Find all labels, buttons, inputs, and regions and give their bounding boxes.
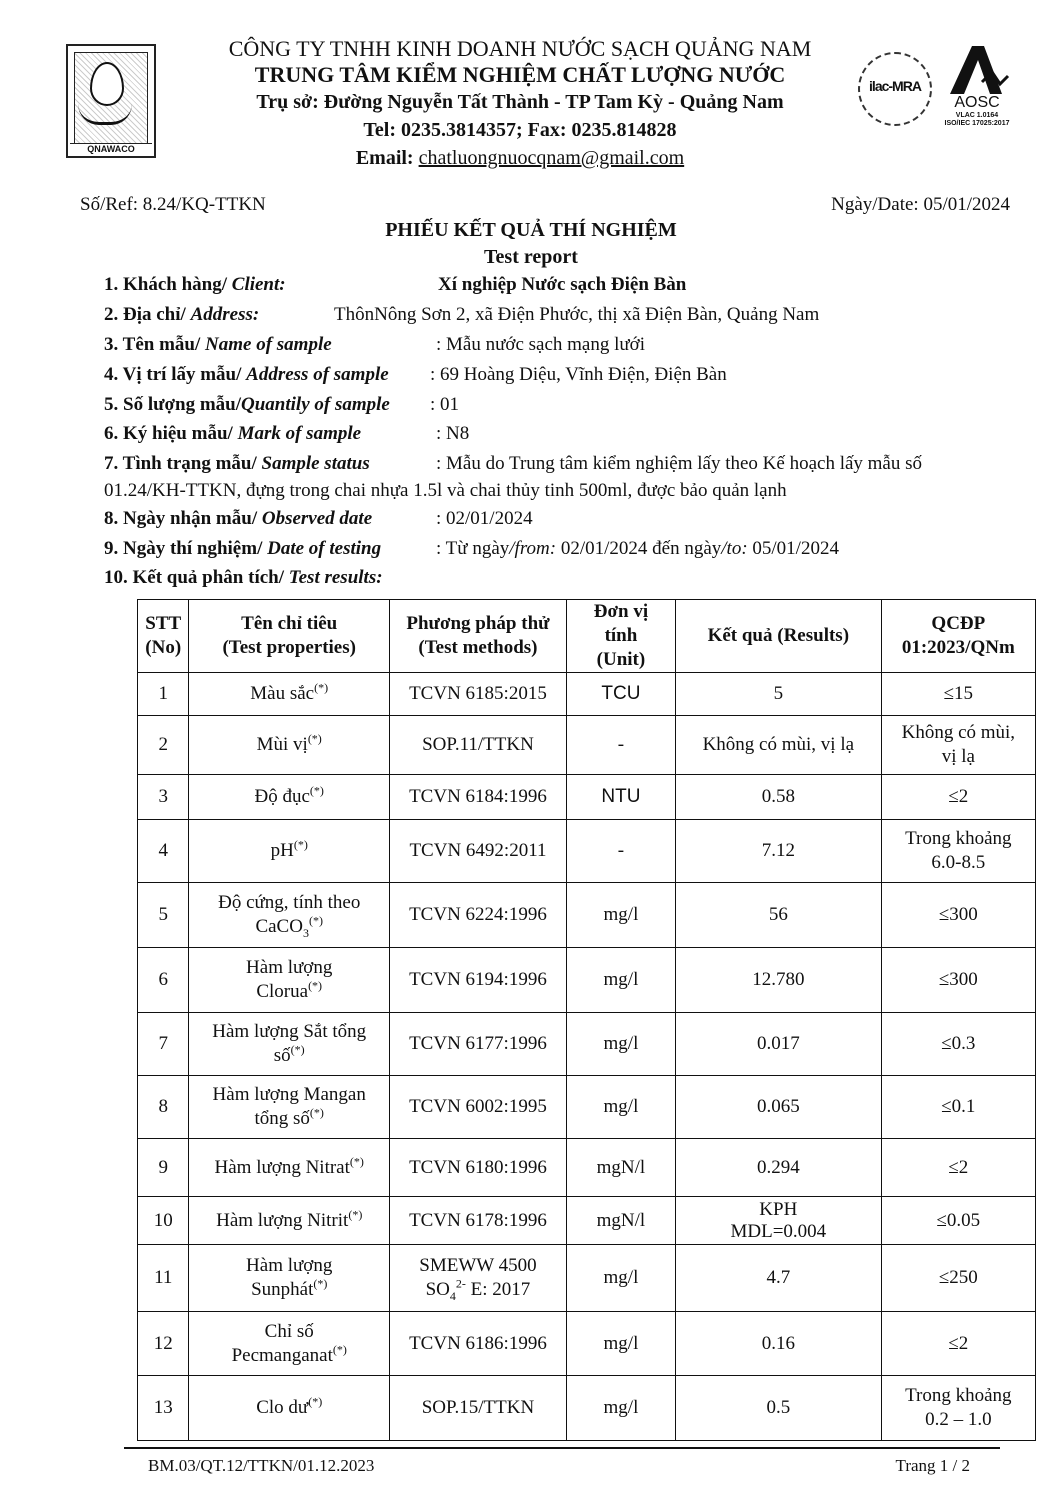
cell-property: Độ cứng, tính theo CaCO$_3$(*)	[189, 883, 390, 948]
cell-no: 12	[138, 1312, 189, 1376]
cell-method: TCVN 6185:2015	[390, 673, 567, 716]
cell-no: 7	[138, 1013, 189, 1076]
info-sample-name	[104, 334, 646, 356]
cell-property: Clo dư(*)	[189, 1376, 390, 1441]
water-drop-icon	[90, 62, 124, 106]
info-quantity-value: : 01	[430, 394, 460, 415]
cell-standard: ≤300	[881, 948, 1035, 1013]
info-quantity-label: 5. Số lượng mẫu/Quantily of sample	[104, 394, 390, 415]
company-logo	[66, 44, 156, 158]
company-email	[160, 144, 880, 172]
info-address-label: 2. Địa chỉ/ Address:	[104, 304, 260, 325]
cell-standard: ≤15	[881, 673, 1035, 716]
cell-unit: NTU	[566, 775, 675, 820]
table-header-row	[138, 600, 1036, 673]
cell-no: 5	[138, 883, 189, 948]
info-sample-location	[104, 364, 727, 386]
aosc-logo	[932, 42, 1022, 138]
cell-method: TCVN 6186:1996	[390, 1312, 567, 1376]
info-quantity	[104, 394, 460, 416]
cell-result: 0.5	[675, 1376, 881, 1441]
info-address-value: ThônNông Sơn 2, xã Điện Phước, thị xã Điện Bàn, Quảng Nam	[334, 304, 820, 325]
cell-unit: TCU	[566, 673, 675, 716]
cell-standard: ≤2	[881, 1312, 1035, 1376]
cell-result: Không có mùi, vị lạ	[675, 716, 881, 775]
logo-caption: QNAWACO	[70, 143, 152, 154]
cell-property: Chỉ số Pecmanganat(*)	[189, 1312, 390, 1376]
table-row	[138, 1197, 1036, 1245]
info-address	[104, 304, 820, 326]
cell-result: 0.58	[675, 775, 881, 820]
info-mark	[104, 423, 470, 445]
cell-method: TCVN 6492:2011	[390, 820, 567, 883]
table-row	[138, 820, 1036, 883]
cell-unit: mg/l	[566, 1376, 675, 1441]
cell-no: 13	[138, 1376, 189, 1441]
cell-no: 11	[138, 1245, 189, 1312]
cell-standard: ≤2	[881, 1139, 1035, 1197]
table-row	[138, 716, 1036, 775]
info-sample-name-value: : Mẫu nước sạch mạng lưới	[436, 334, 646, 355]
cell-unit: mgN/l	[566, 1197, 675, 1245]
info-status-label: 7. Tình trạng mẫu/ Sample status	[104, 453, 370, 474]
results-table	[137, 599, 1036, 1441]
table-row	[138, 673, 1036, 716]
page-number: Trang 1 / 2	[895, 1456, 970, 1475]
cell-property: Màu sắc(*)	[189, 673, 390, 716]
cell-standard: ≤2	[881, 775, 1035, 820]
cell-no: 4	[138, 820, 189, 883]
company-address: Trụ sở: Đường Nguyễn Tất Thành - TP Tam Kỳ - Quảng Nam	[256, 91, 784, 113]
table-row	[138, 1013, 1036, 1076]
cell-method: TCVN 6194:1996	[390, 948, 567, 1013]
info-client-label: 1. Khách hàng/ Client:	[104, 274, 286, 295]
cell-unit: mg/l	[566, 883, 675, 948]
cell-standard: Trong khoảng 6.0-8.5	[881, 820, 1035, 883]
table-row	[138, 1139, 1036, 1197]
aosc-mark-icon	[942, 42, 1012, 98]
info-results-label: 10. Kết quả phân tích/ Test results:	[104, 567, 383, 588]
cell-unit: -	[566, 716, 675, 775]
header-standard: QCĐP 01:2023/QNm	[881, 600, 1035, 673]
cell-result: 7.12	[675, 820, 881, 883]
cell-method: TCVN 6224:1996	[390, 883, 567, 948]
cell-method: TCVN 6178:1996	[390, 1197, 567, 1245]
table-row	[138, 1076, 1036, 1139]
reference-number: Số/Ref: 8.24/KQ-TTKN	[80, 194, 266, 215]
aosc-name: AOSC	[954, 94, 1000, 111]
info-received-label: 8. Ngày nhận mẫu/ Observed date	[104, 508, 373, 529]
cell-unit: mg/l	[566, 1013, 675, 1076]
email-label: Email:	[355, 147, 419, 169]
company-phone: Tel: 0235.3814357; Fax: 0235.814828	[363, 119, 677, 141]
info-status-continued: 01.24/KH-TTKN, đựng trong chai nhựa 1.5l và chai thủy tinh 500ml, được bảo quản lạnh	[104, 480, 787, 501]
info-mark-label: 6. Ký hiệu mẫu/ Mark of sample	[104, 423, 362, 444]
cell-no: 1	[138, 673, 189, 716]
cell-property: Hàm lượng Clorua(*)	[189, 948, 390, 1013]
ilac-mra-logo	[858, 52, 932, 126]
cell-method: TCVN 6002:1995	[390, 1076, 567, 1139]
aosc-sub1: VLAC 1.0164	[955, 112, 999, 119]
info-testing-label: 9. Ngày thí nghiệm/ Date of testing	[104, 538, 382, 559]
cell-unit: mg/l	[566, 1245, 675, 1312]
info-testing-value: : Từ ngày/from: 02/01/2024 đến ngày/to: 05/01/2024	[436, 538, 839, 559]
cell-property: Hàm lượng Nitrit(*)	[189, 1197, 390, 1245]
company-name: CÔNG TY TNHH KINH DOANH NƯỚC SẠCH QUẢNG NAM	[228, 36, 812, 61]
email-link[interactable]: chatluongnuocqnam@gmail.com	[418, 147, 685, 169]
letterhead	[160, 36, 880, 172]
cell-property: Độ đục(*)	[189, 775, 390, 820]
cell-no: 9	[138, 1139, 189, 1197]
cell-standard: Không có mùi, vị lạ	[881, 716, 1035, 775]
info-status	[104, 453, 923, 475]
table-row	[138, 1245, 1036, 1312]
info-client-value: Xí nghiệp Nước sạch Điện Bàn	[438, 274, 687, 295]
cell-result: 0.065	[675, 1076, 881, 1139]
cell-method: SOP.11/TTKN	[390, 716, 567, 775]
report-title: PHIẾU KẾT QUẢ THÍ NGHIỆM	[385, 219, 677, 241]
header-result: Kết quả (Results)	[675, 600, 881, 673]
header-unit: Đơn vị tính (Unit)	[566, 600, 675, 673]
cell-result: 5	[675, 673, 881, 716]
cell-no: 8	[138, 1076, 189, 1139]
cell-property: Mùi vị(*)	[189, 716, 390, 775]
cell-no: 2	[138, 716, 189, 775]
cell-standard: ≤0.05	[881, 1197, 1035, 1245]
cell-standard: ≤300	[881, 883, 1035, 948]
cell-method: TCVN 6184:1996	[390, 775, 567, 820]
info-client	[104, 274, 687, 296]
footer-divider	[124, 1447, 1000, 1449]
cell-result: 0.017	[675, 1013, 881, 1076]
report-date: Ngày/Date: 05/01/2024	[831, 194, 1010, 215]
table-row	[138, 1312, 1036, 1376]
cell-standard: Trong khoảng 0.2 – 1.0	[881, 1376, 1035, 1441]
cell-unit: mg/l	[566, 948, 675, 1013]
cell-unit: mgN/l	[566, 1139, 675, 1197]
cell-standard: ≤0.1	[881, 1076, 1035, 1139]
cell-standard: ≤250	[881, 1245, 1035, 1312]
info-testing-date	[104, 538, 839, 560]
cell-result: 12.780	[675, 948, 881, 1013]
header-property: Tên chỉ tiêu (Test properties)	[189, 600, 390, 673]
info-sample-location-value: : 69 Hoàng Diệu, Vĩnh Điện, Điện Bàn	[430, 364, 727, 385]
table-row	[138, 775, 1036, 820]
center-name: TRUNG TÂM KIỂM NGHIỆM CHẤT LƯỢNG NƯỚC	[254, 62, 786, 87]
cell-standard: ≤0.3	[881, 1013, 1035, 1076]
cell-property: Hàm lượng Sunphát(*)	[189, 1245, 390, 1312]
cell-no: 6	[138, 948, 189, 1013]
ilac-text: ilac-MRA	[869, 78, 921, 94]
info-sample-location-label: 4. Vị trí lấy mẫu/ Address of sample	[104, 364, 389, 385]
report-subtitle: Test report	[484, 246, 578, 268]
header-no: STT (No)	[138, 600, 189, 673]
cell-property: Hàm lượng Nitrat(*)	[189, 1139, 390, 1197]
form-code: BM.03/QT.12/TTKN/01.12.2023	[148, 1456, 375, 1475]
cell-result: 56	[675, 883, 881, 948]
cell-property: Hàm lượng Sắt tổng số(*)	[189, 1013, 390, 1076]
aosc-sub2: ISO/IEC 17025:2017	[944, 120, 1010, 127]
cell-property: pH(*)	[189, 820, 390, 883]
cell-method: SOP.15/TTKN	[390, 1376, 567, 1441]
cell-unit: -	[566, 820, 675, 883]
cell-result: 0.16	[675, 1312, 881, 1376]
cell-no: 3	[138, 775, 189, 820]
header-method: Phương pháp thử (Test methods)	[390, 600, 567, 673]
cell-result: 0.294	[675, 1139, 881, 1197]
cell-unit: mg/l	[566, 1312, 675, 1376]
info-received-date	[104, 508, 533, 530]
cell-unit: mg/l	[566, 1076, 675, 1139]
table-row	[138, 948, 1036, 1013]
cell-result: KPH MDL=0.004	[675, 1197, 881, 1245]
cell-method: SMEWW 4500 $SO_4^{2-}$ E: 2017	[390, 1245, 567, 1312]
table-row	[138, 1376, 1036, 1441]
cell-property: Hàm lượng Mangan tổng số(*)	[189, 1076, 390, 1139]
cell-no: 10	[138, 1197, 189, 1245]
info-results	[104, 567, 383, 589]
info-mark-value: : N8	[436, 423, 470, 444]
cell-result: 4.7	[675, 1245, 881, 1312]
cell-method: TCVN 6177:1996	[390, 1013, 567, 1076]
info-received-value: : 02/01/2024	[436, 508, 533, 529]
info-status-value: : Mẫu do Trung tâm kiểm nghiệm lấy theo Kế hoạch lấy mẫu số	[436, 453, 923, 474]
cell-method: TCVN 6180:1996	[390, 1139, 567, 1197]
info-sample-name-label: 3. Tên mẫu/ Name of sample	[104, 334, 332, 355]
table-row	[138, 883, 1036, 948]
